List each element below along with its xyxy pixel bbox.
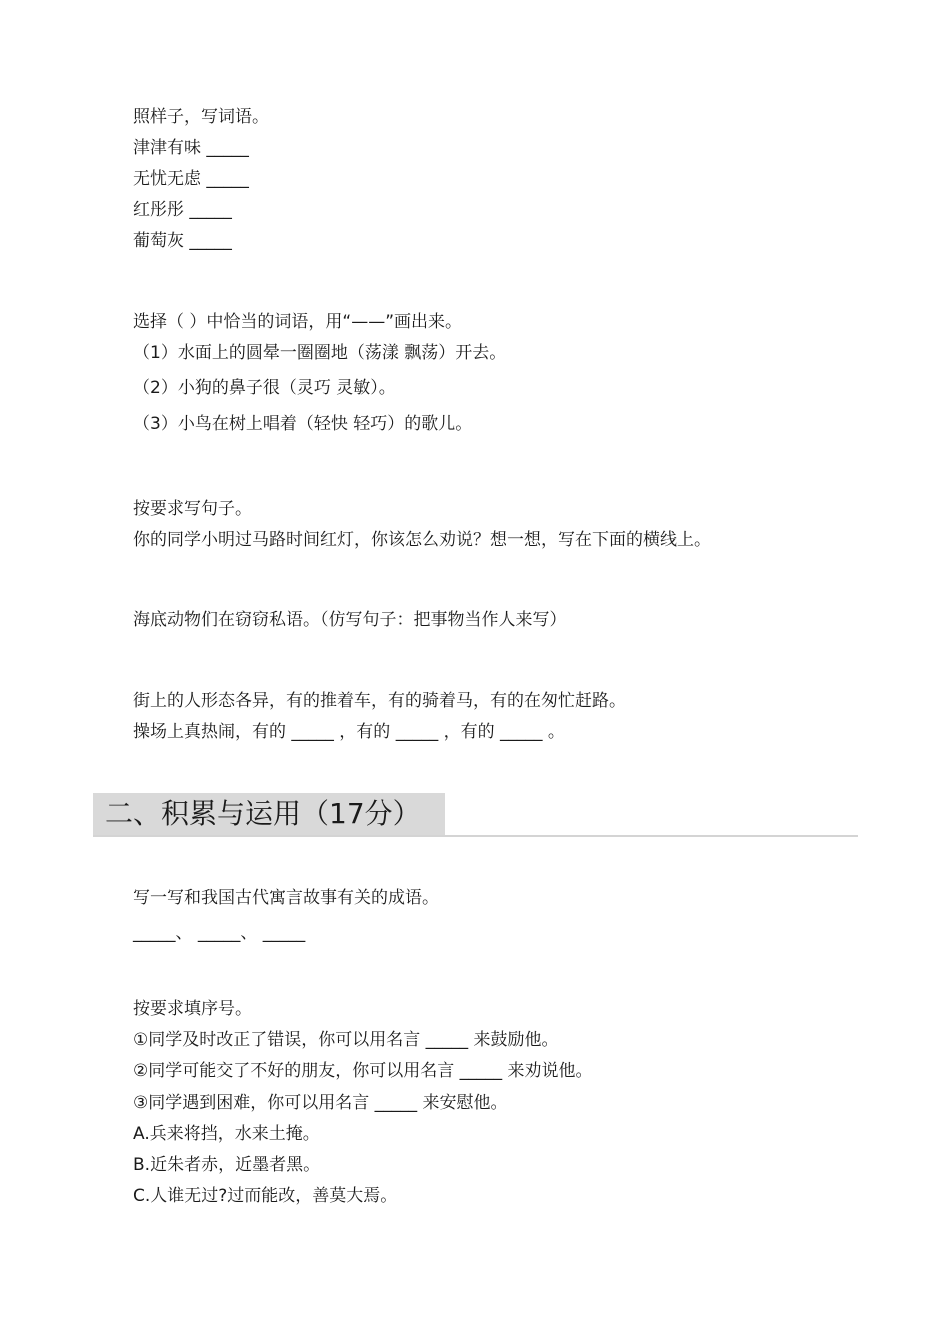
q3-fill: 操场上真热闹，有的 _____ ，有的 _____ ，有的 _____ 。	[133, 722, 565, 742]
q2-item: （2）小狗的鼻子很（灵巧 灵敏）。	[133, 378, 396, 398]
q1-item: 津津有味 _____	[133, 138, 249, 158]
section-bar-slant	[423, 793, 445, 836]
section-header	[93, 793, 858, 838]
q1-item: 葡萄灰 _____	[133, 231, 232, 251]
q3-prompt: 你的同学小明过马路时间红灯，你该怎么劝说？想一想，写在下面的横线上。	[133, 530, 711, 550]
section-title: 二、积累与运用（17分）	[105, 797, 421, 830]
q3-example: 街上的人形态各异，有的推着车，有的骑着马，有的在匆忙赶路。	[133, 691, 626, 711]
section-rule	[93, 835, 858, 837]
q5-option: A.兵来将挡，水来土掩。	[133, 1124, 320, 1144]
q3-imitate: 海底动物们在窃窃私语。（仿写句子：把事物当作人来写）	[133, 610, 567, 630]
q4-blanks: _____、 _____、 _____	[133, 923, 306, 943]
q3-instruction: 按要求写句子。	[133, 499, 252, 519]
q2-instruction: 选择（ ）中恰当的词语，用“——”画出来。	[133, 312, 463, 332]
q5-item: ②同学可能交了不好的朋友，你可以用名言 _____ 来劝说他。	[133, 1061, 593, 1081]
q4-instruction: 写一写和我国古代寓言故事有关的成语。	[133, 888, 439, 908]
q5-option: C.人谁无过?过而能改，善莫大焉。	[133, 1186, 398, 1206]
q2-item: （1）水面上的圆晕一圈圈地（荡漾 飘荡）开去。	[133, 343, 507, 363]
q5-item: ①同学及时改正了错误，你可以用名言 _____ 来鼓励他。	[133, 1030, 559, 1050]
q1-instruction: 照样子，写词语。	[133, 107, 269, 127]
q5-instruction: 按要求填序号。	[133, 999, 252, 1019]
q5-item: ③同学遇到困难，你可以用名言 _____ 来安慰他。	[133, 1093, 508, 1113]
q5-option: B.近朱者赤，近墨者黑。	[133, 1155, 321, 1175]
q1-item: 无忧无虑 _____	[133, 169, 249, 189]
q2-item: （3）小鸟在树上唱着（轻快 轻巧）的歌儿。	[133, 414, 473, 434]
q1-item: 红彤彤 _____	[133, 200, 232, 220]
